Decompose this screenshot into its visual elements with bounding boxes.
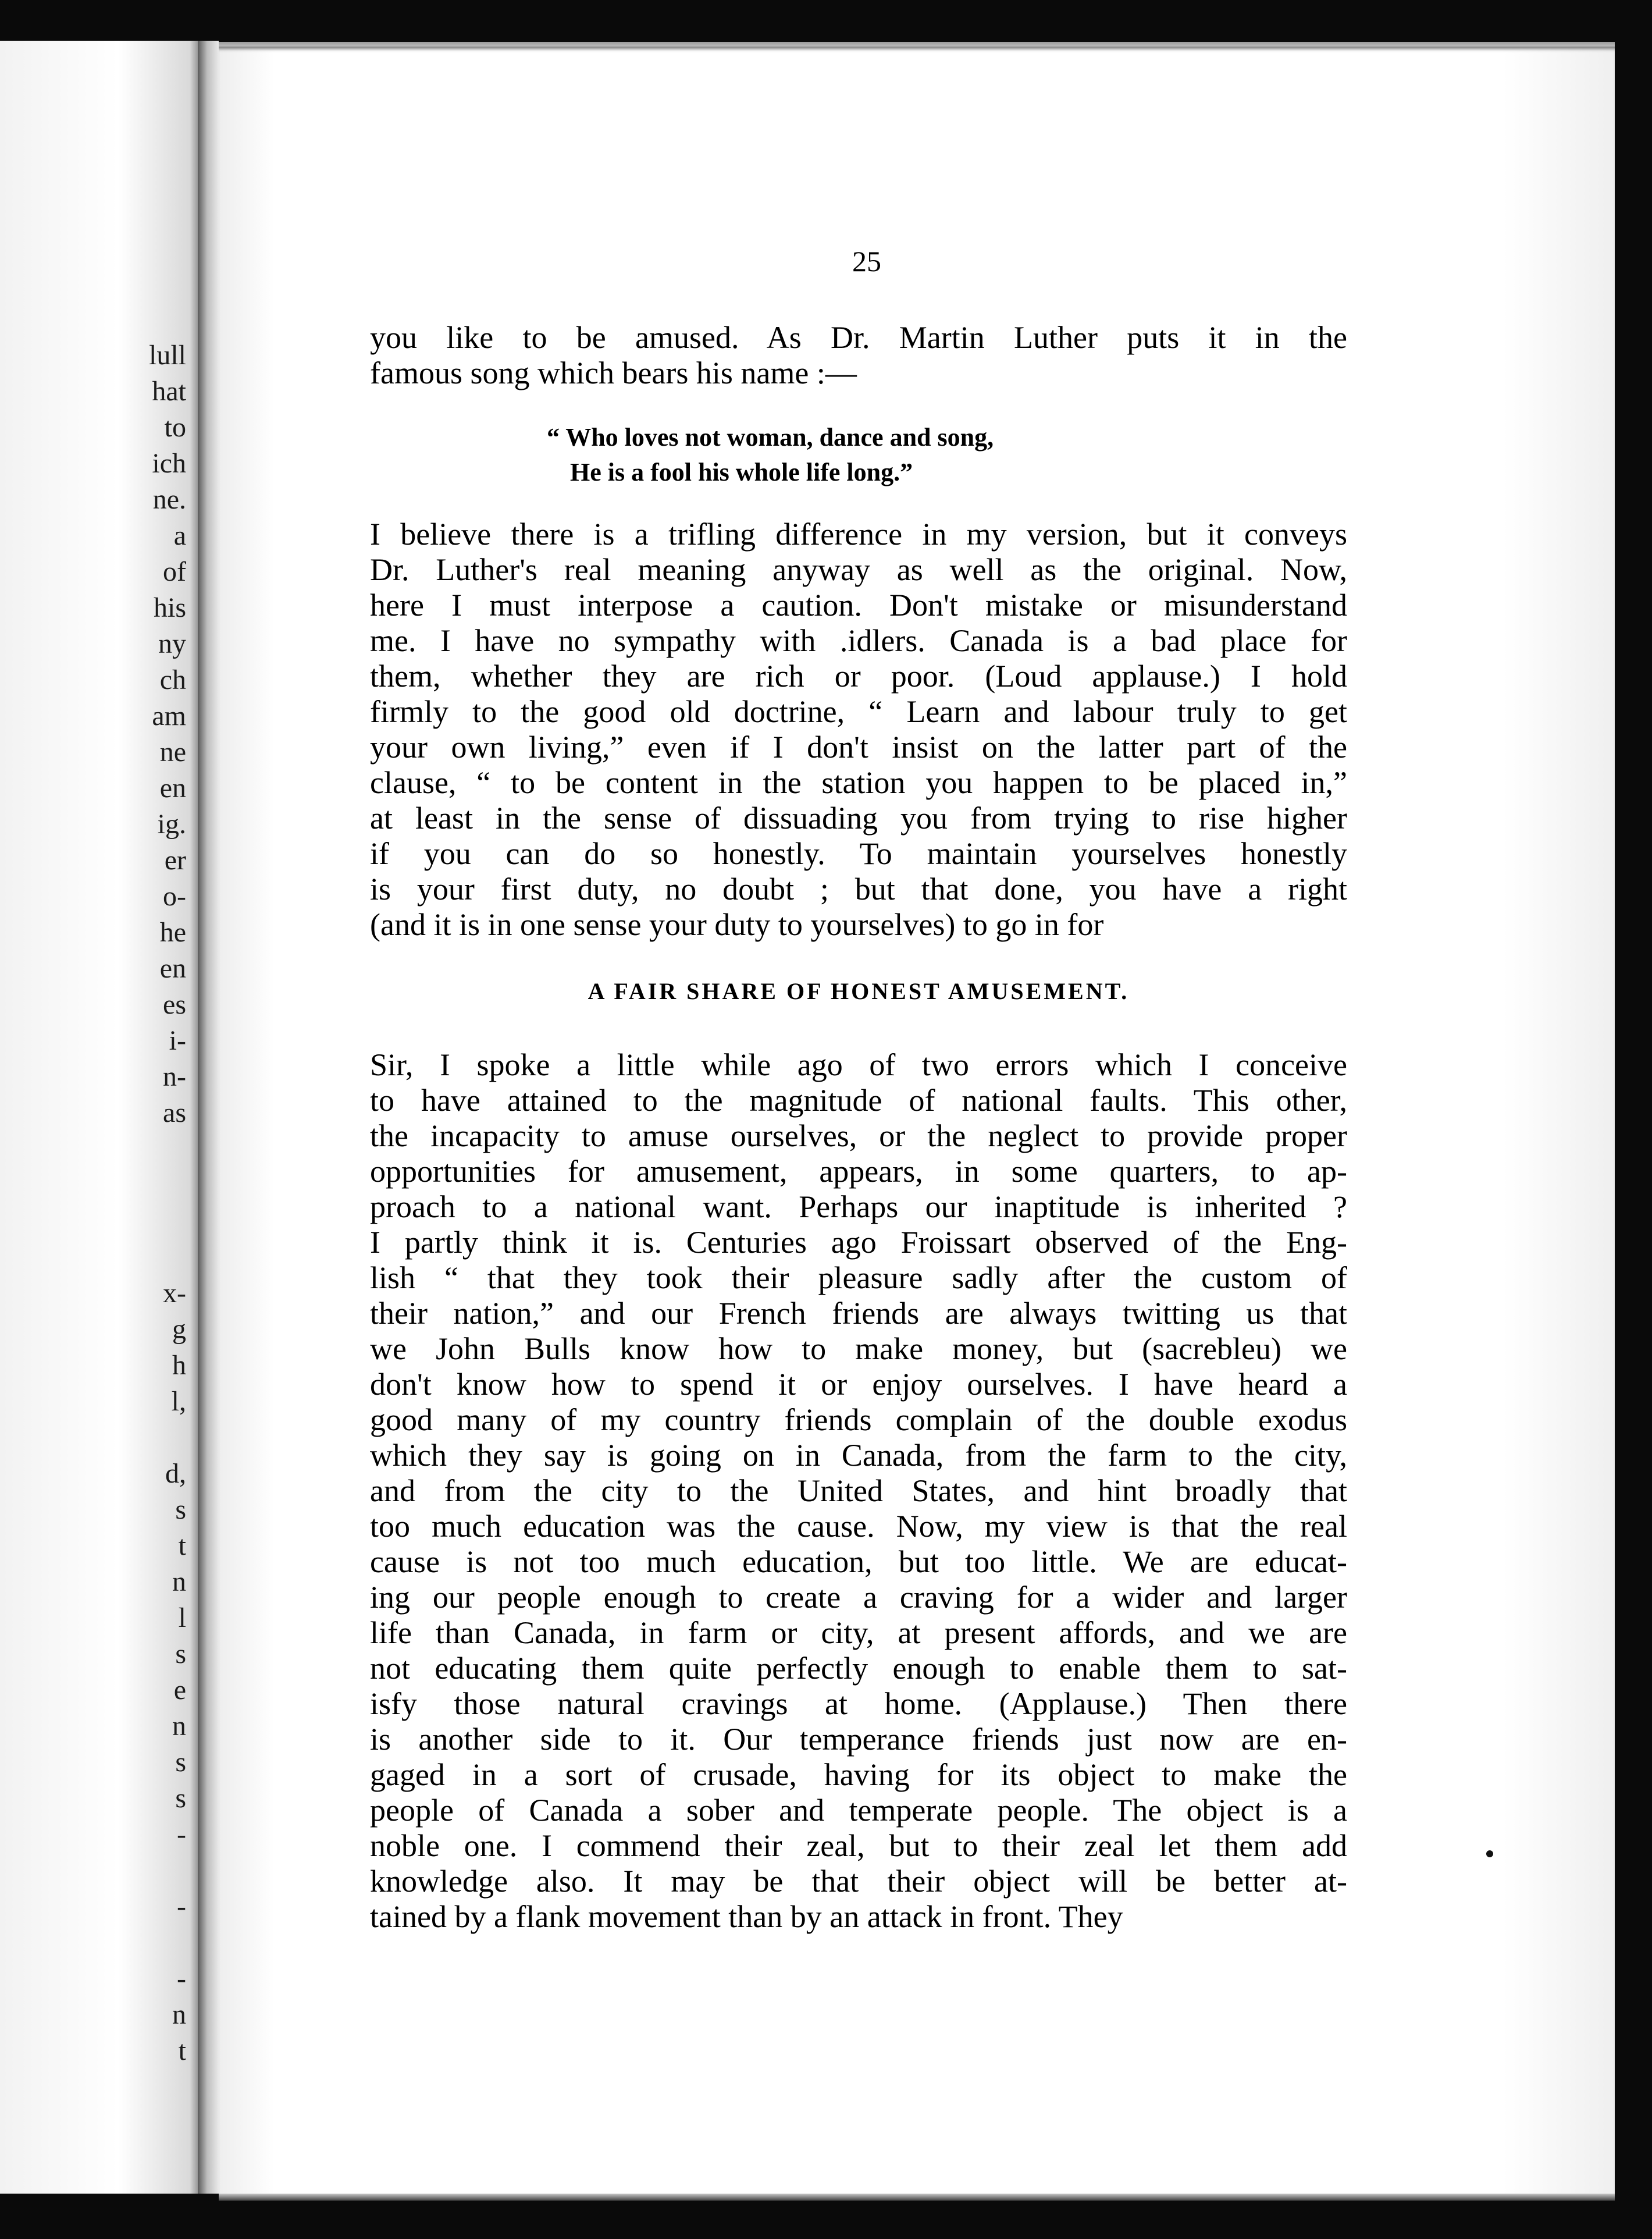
text-line: life than Canada, in farm or city, at present affords, and we are xyxy=(370,1615,1347,1650)
facing-page-fragment: n xyxy=(172,1711,186,1742)
facing-page-fragment: of xyxy=(163,556,186,587)
facing-page-fragment: he xyxy=(159,917,186,948)
facing-page-fragment: s xyxy=(175,1639,186,1669)
facing-page-fragment: l, xyxy=(171,1386,186,1417)
facing-page-fragment: n xyxy=(172,1566,186,1597)
text-line: firmly to the good old doctrine, “ Learn and labour truly to get xyxy=(370,694,1347,729)
facing-page-fragment: as xyxy=(163,1097,186,1128)
facing-page-fragment: es xyxy=(163,989,186,1020)
facing-page-fragment: ny xyxy=(158,628,186,659)
facing-page-fragment: ch xyxy=(159,664,186,695)
section-heading: A FAIR SHARE OF HONEST AMUSEMENT. xyxy=(588,978,1130,1004)
paragraph-intro xyxy=(370,320,1347,391)
text-line: Sir, I spoke a little while ago of two errors which I conceive xyxy=(370,1047,1347,1082)
facing-page-fragment: x- xyxy=(163,1278,186,1309)
facing-page-fragment: s xyxy=(175,1494,186,1525)
facing-page-fragment xyxy=(70,1420,186,1456)
paragraph-amusement xyxy=(370,1047,1347,1935)
facing-page-fragment: am xyxy=(152,701,186,731)
facing-page-text-fragments xyxy=(70,337,186,2069)
text-line: noble one. I commend their zeal, but to their zeal let them add xyxy=(370,1828,1347,1863)
page-number: 25 xyxy=(852,245,881,278)
facing-page-left xyxy=(0,41,198,2194)
text-line: too much education was the cause. Now, my view is that the real xyxy=(370,1509,1347,1544)
facing-page-fragment: n- xyxy=(163,1061,186,1092)
text-line: clause, “ to be content in the station you happen to be placed in,” xyxy=(370,765,1347,800)
facing-page-fragment: ne xyxy=(159,737,186,767)
facing-page-fragment: - xyxy=(177,1891,186,1922)
print-speck xyxy=(1486,1850,1493,1857)
text-line: cause is not too much education, but too little. We are educat- xyxy=(370,1544,1347,1579)
facing-page-fragment: a xyxy=(173,520,186,551)
text-line: ing our people enough to create a craving for a wider and larger xyxy=(370,1580,1347,1615)
text-line: we John Bulls know how to make money, but (sacrebleu) we xyxy=(370,1331,1347,1366)
book-gutter xyxy=(198,41,219,2194)
text-line: them, whether they are rich or poor. (Loud applause.) I hold xyxy=(370,659,1347,694)
facing-page-fragment: n xyxy=(172,1999,186,2030)
text-line: good many of my country friends complain of the double exodus xyxy=(370,1402,1347,1437)
text-line: their nation,” and our French friends are always twitting us that xyxy=(370,1296,1347,1331)
text-line: opportunities for amusement, appears, in some quarters, to ap- xyxy=(370,1154,1347,1189)
facing-page-fragment: t xyxy=(178,1530,186,1561)
text-line: don't know how to spend it or enjoy ourselves. I have heard a xyxy=(370,1367,1347,1402)
facing-page-fragment: ig. xyxy=(157,809,186,840)
text-line: proach to a national want. Perhaps our inaptitude is inherited ? xyxy=(370,1189,1347,1224)
facing-page-fragment: t xyxy=(178,2035,186,2066)
text-line: knowledge also. It may be that their object will be better at- xyxy=(370,1864,1347,1899)
text-line: you like to be amused. As Dr. Martin Luther puts it in the xyxy=(370,320,1347,355)
facing-page-fragment: l xyxy=(178,1602,186,1633)
text-line: famous song which bears his name :— xyxy=(370,356,857,390)
facing-page-fragment: g xyxy=(172,1314,186,1345)
text-line: is another side to it. Our temperance friends just now are en- xyxy=(370,1722,1347,1757)
text-line: lish “ that they took their pleasure sadly after the custom of xyxy=(370,1260,1347,1295)
facing-page-fragment: ich xyxy=(152,448,186,479)
facing-page-fragment: e xyxy=(173,1675,186,1705)
facing-page-fragment xyxy=(70,1203,186,1239)
facing-page-fragment: ne. xyxy=(152,484,186,515)
text-line: and from the city to the United States, and hint broadly that xyxy=(370,1473,1347,1508)
text-line: here I must interpose a caution. Don't mistake or misunderstand xyxy=(370,588,1347,623)
facing-page-fragment: to xyxy=(164,412,186,443)
facing-page-fragment: s xyxy=(175,1747,186,1778)
paragraph-idlers xyxy=(370,517,1347,943)
facing-page-fragment: his xyxy=(153,592,186,623)
facing-page-fragment: en xyxy=(159,773,186,804)
facing-page-fragment: - xyxy=(177,1819,186,1850)
facing-page-fragment: d, xyxy=(165,1458,186,1489)
verse-line: He is a fool his whole life long.” xyxy=(570,458,913,486)
text-line: not educating them quite perfectly enough to enable them to sat- xyxy=(370,1651,1347,1686)
text-line: me. I have no sympathy with .idlers. Canada is a bad place for xyxy=(370,623,1347,658)
facing-page-fragment xyxy=(70,1853,186,1889)
facing-page-fragment: i- xyxy=(169,1025,186,1056)
facing-page-fragment: s xyxy=(175,1783,186,1814)
facing-page-fragment xyxy=(70,1925,186,1961)
text-line: people of Canada a sober and temperate people. The object is a xyxy=(370,1793,1347,1828)
facing-page-fragment: o- xyxy=(163,881,186,912)
text-line: isfy those natural cravings at home. (Applause.) Then there xyxy=(370,1686,1347,1721)
facing-page-fragment: - xyxy=(177,1963,186,1994)
text-line: is your first duty, no doubt ; but that done, you have a right xyxy=(370,872,1347,907)
facing-page-fragment: h xyxy=(172,1350,186,1381)
facing-page-fragment: en xyxy=(159,953,186,984)
text-line: (and it is in one sense your duty to yourselves) to go in for xyxy=(370,907,1104,942)
facing-page-fragment xyxy=(70,1167,186,1203)
text-line: if you can do so honestly. To maintain yourselves honestly xyxy=(370,836,1347,871)
text-line: the incapacity to amuse ourselves, or the neglect to provide proper xyxy=(370,1118,1347,1153)
facing-page-fragment: lull xyxy=(148,340,186,371)
text-line: your own living,” even if I don't insist on the latter part of the xyxy=(370,730,1347,765)
facing-page-fragment: hat xyxy=(152,376,186,407)
text-line: I believe there is a trifling difference in my version, but it conveys xyxy=(370,517,1347,552)
facing-page-fragment: er xyxy=(164,845,186,876)
facing-page-fragment xyxy=(70,1239,186,1275)
quoted-verse xyxy=(547,420,1187,490)
facing-page-fragment xyxy=(70,1131,186,1167)
page-bottom-edge xyxy=(219,2194,1615,2201)
text-line: Dr. Luther's real meaning anyway as well as the original. Now, xyxy=(370,552,1347,587)
text-line: I partly think it is. Centuries ago Froissart observed of the Eng- xyxy=(370,1225,1347,1260)
text-line: gaged in a sort of crusade, having for its object to make the xyxy=(370,1757,1347,1792)
text-line: tained by a flank movement than by an attack in front. They xyxy=(370,1899,1123,1934)
text-line: at least in the sense of dissuading you from trying to rise higher xyxy=(370,801,1347,836)
text-line: to have attained to the magnitude of national faults. This other, xyxy=(370,1083,1347,1118)
text-line: which they say is going on in Canada, from the farm to the city, xyxy=(370,1438,1347,1473)
verse-line: “ Who loves not woman, dance and song, xyxy=(547,423,994,452)
